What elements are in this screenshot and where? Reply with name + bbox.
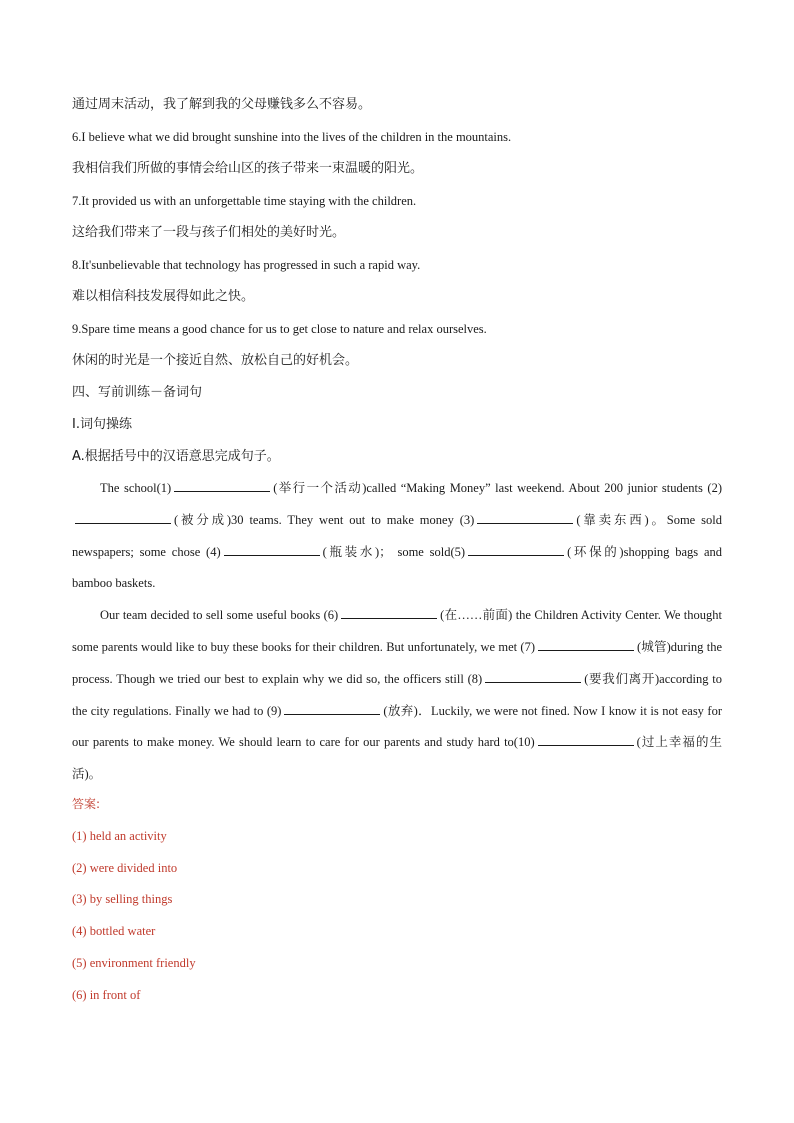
fill-blank-1[interactable] — [174, 479, 270, 492]
paragraph-text: The school(1) — [100, 481, 172, 495]
fill-blank-8[interactable] — [485, 670, 581, 683]
exercise-paragraph-2 — [72, 600, 722, 791]
paragraph-text: (要我们离开)according to the city regulations. Finally we had to (9) — [72, 671, 723, 718]
paragraph-text: (举行一个活动)called “Making Money” last weekend. About 200 junior students (2) — [273, 481, 722, 495]
paragraph-text: (城管)during the process. Though we tried our best to explain why we did so, the officers still (8) — [72, 639, 722, 686]
answer-section — [72, 795, 722, 1018]
paragraph-text: (瓶装水)； some sold(5) — [322, 544, 466, 559]
fill-blank-3[interactable] — [477, 511, 573, 524]
sentence-line: 8.It'sunbelievable that technology has progressed in such a rapid way. — [72, 258, 421, 272]
fill-blank-5[interactable] — [468, 543, 564, 556]
answer-item: (6) in front of — [72, 987, 141, 1002]
fill-blank-2[interactable] — [75, 511, 171, 524]
paragraph-text: (环保的)shopping bags and bamboo baskets. — [72, 544, 722, 591]
sentence-list — [72, 96, 722, 480]
sentence-line: 这给我们带来了一段与孩子们相处的美好时光。 — [72, 225, 346, 240]
sentence-line: 休闲的时光是一个接近自然、放松自己的好机会。 — [72, 353, 359, 368]
sentence-line: 我相信我们所做的事情会给山区的孩子带来一束温暖的阳光。 — [72, 161, 424, 176]
fill-blank-6[interactable] — [341, 606, 437, 619]
sentence-line: 6.I believe what we did brought sunshine into the lives of the children in the mountains. — [72, 130, 512, 144]
answer-item: (5) environment friendly — [72, 955, 196, 970]
paragraph-text: (放弃)．Luckily, we were not fined. Now I know it is not easy for our parents to make money. We should learn to care for our parents and study hard to(10) — [72, 703, 722, 750]
answer-item: (2) were divided into — [72, 860, 178, 875]
fill-blank-9[interactable] — [284, 702, 380, 715]
answer-item: (4) bottled water — [72, 924, 156, 939]
sentence-line: 7.It provided us with an unforgettable time staying with the children. — [72, 194, 417, 208]
paragraph-text: (被分成)30 teams. They went out to make money (3) — [174, 512, 475, 527]
exercise-paragraph-1 — [72, 473, 722, 600]
fill-blank-7[interactable] — [538, 638, 634, 651]
fill-blank-10[interactable] — [538, 733, 634, 746]
answer-title: 答案: — [72, 796, 101, 811]
sentence-line: 9.Spare time means a good chance for us to get close to nature and relax ourselves. — [72, 322, 487, 336]
paragraph-text: Our team decided to sell some useful books (6) — [100, 608, 339, 623]
subsection-heading: I.词句操练 — [72, 417, 132, 432]
sentence-line: 难以相信科技发展得如此之快。 — [72, 289, 255, 304]
paragraph-text: (靠卖东西)。Some sold newspapers; some chose (4) — [72, 512, 722, 559]
fill-blank-4[interactable] — [224, 543, 320, 556]
exercise-instruction: A.根据括号中的汉语意思完成句子。 — [72, 449, 280, 464]
document-page — [72, 96, 722, 1018]
paragraph-text: (过上幸福的生活)。 — [72, 735, 722, 782]
answer-item: (1) held an activity — [72, 828, 167, 843]
sentence-line: 通过周末活动，我了解到我的父母赚钱多么不容易。 — [72, 97, 372, 112]
section-heading: 四、写前训练－备词句 — [72, 385, 203, 400]
paragraph-text: (在……前面) the Children Activity Center. We thought some parents would like to buy these books for their children. But unfortunately, we met (7) — [72, 608, 723, 654]
answer-item: (3) by selling things — [72, 892, 173, 907]
